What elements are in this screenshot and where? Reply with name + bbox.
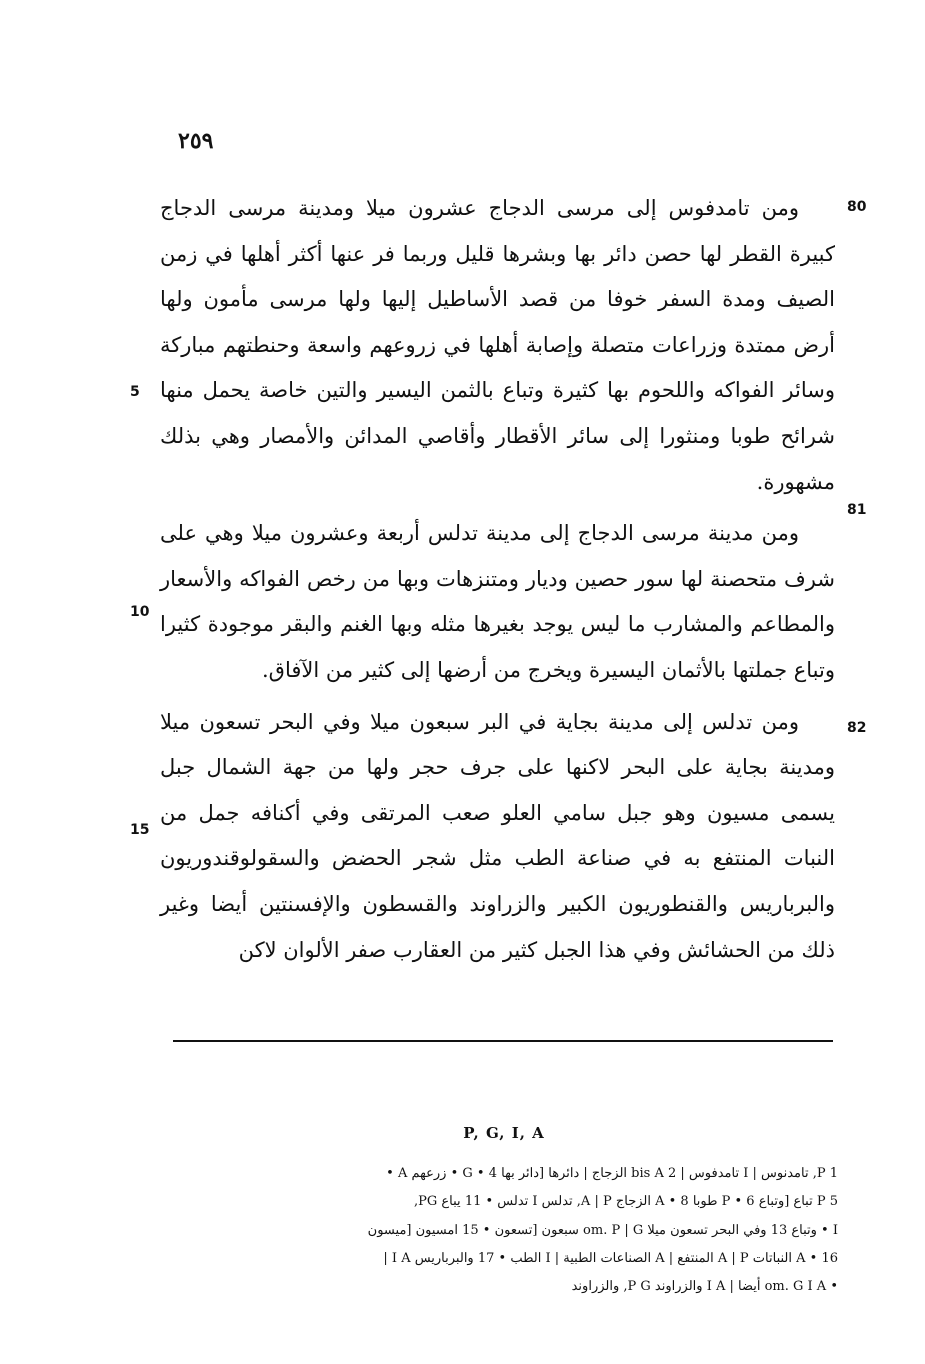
apparatus-line: A • 16 النباتات A | P المنتفع | A الصناعات الطبية | I الطب • 17 والبرباريس I A | (383, 1250, 838, 1266)
apparatus-line: 1 P, تامدنوس | I تامدفوس | 2 bis A الزجاج | دائرها [دائر بها G • 4 • زرعهم A • (386, 1166, 838, 1181)
paragraph-82: ومن تدلس إلى مدينة بجاية في البر سبعون ميلا وفي البحر تسعون ميلا ومدينة بجاية على البحر لاكنها على جرف حجر ولها من جهة الشمال جبل يسمى مسيون وهو جبل سامي العلو صعب المرتقى وفي أكنافه جمل من النبات المنتفع به في صناعة الطب مثل شجر الحضض والسقولوقندوريون والبرباريس والقنطوريون الكبير والزراوند والقسطون والإفسنتين أيضا وغير ذلك من الحشائش وفي هذا الجبل كثير من العقارب صفر الألوان لاكن (160, 709, 835, 962)
paragraph-80: ومن تامدفوس إلى مرسى الدجاج عشرون ميلا ومدينة مرسى الدجاج كبيرة القطر لها حصن دائر بها وبشرها قليل وربما فر عنها أكثر أهلها في زمن الصيف ومدة السفر خوفا من قصد الأساطيل إليها ولها مرسى مأمون ولها أرض ممتدة وزراعات متصلة وإصابة أهلها في زروعهم واسعة وحنطتهم مباركة وسائر الفواكه واللحوم بها كثيرة وتباع بالثمن اليسير والتين خاصة يحمل منها شرائح طوبا ومنثورا إلى سائر الأقطار وأقاصي المدائن والأمصار وهي بذلك مشهورة. (160, 196, 835, 494)
manuscript-sigla: P, G, I, A (463, 1124, 545, 1142)
paragraph-number: 82 (847, 720, 867, 736)
line-number: 5 (130, 384, 140, 400)
footnote-divider (173, 1040, 833, 1042)
line-number: 10 (130, 604, 150, 620)
paragraph-number: 80 (847, 199, 867, 215)
paragraph-81: ومن مدينة مرسى الدجاج إلى مدينة تدلس أربعة وعشرون ميلا وهي على شرف متحصنة لها سور حصين وديار ومتنزهات وبها من رخص الفواكه والأسعار والمطاعم والمشارب ما ليس يوجد بغيرها مثله وبها الغنم والبقر موجودة كثيرا وتباع جملتها بالأثمان اليسيرة ويخرج من أرضها إلى كثير من الآفاق. (160, 521, 835, 682)
apparatus-line: 5 P تباع [وتباع P • 6 طوبا A • 8 الزجاج A | P, تدلس I تدلس • 11 يباع PG, (414, 1194, 838, 1210)
apparatus-line: • om. G I A أيضا | I A والزراوند P G, والزراوند (571, 1279, 838, 1295)
line-number: 15 (130, 822, 150, 838)
critical-apparatus (170, 1160, 838, 1301)
apparatus-line: I • وتباع 13 وفي البحر تسعون ميلا om. P | G سبعون [تسعون • 15 امسيون [ميسون (367, 1222, 838, 1238)
main-text (160, 186, 835, 979)
paragraph-number: 81 (847, 502, 867, 518)
page-number: ٢٥٩ (178, 128, 214, 154)
